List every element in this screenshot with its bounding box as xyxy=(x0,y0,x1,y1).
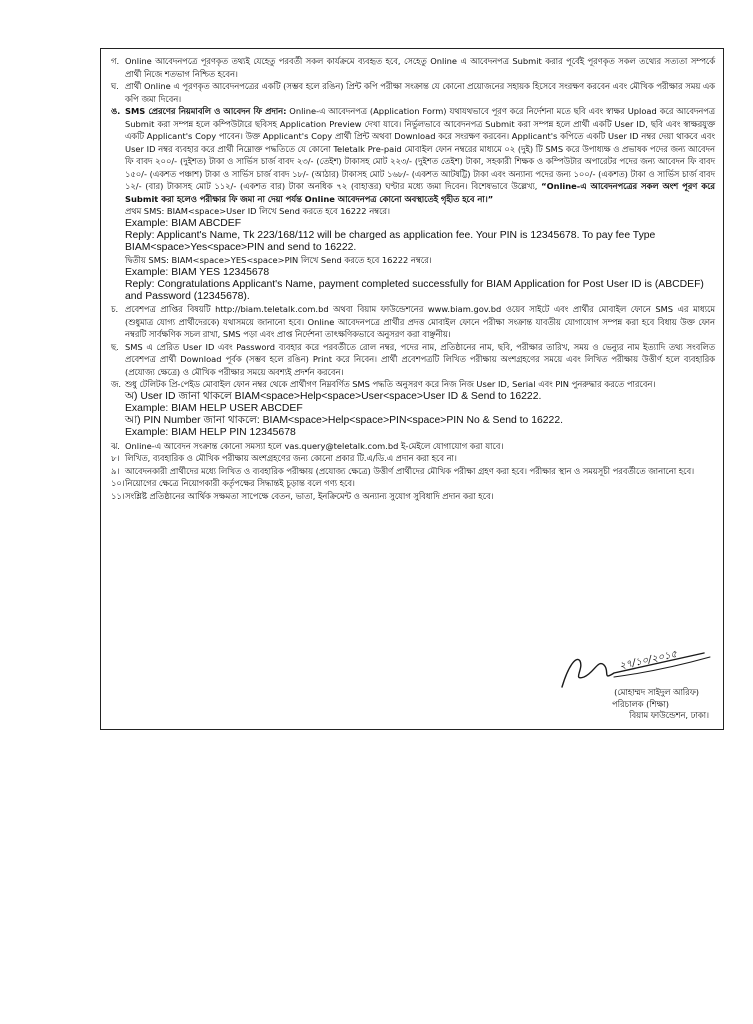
item-sms-rules xyxy=(111,105,715,205)
user-id-example: Example: BIAM HELP USER ABCDEF xyxy=(125,402,303,414)
item-support-email xyxy=(111,440,715,453)
item-text: প্রবেশপত্র প্রাপ্তির বিষয়টি http://biam.teletalk.com.bd অথবা বিয়াম ফাউন্ডেশনের www.biam.gov.bd ওয়েব সাইটে এবং প্রার্থীর মোবাইল ফোনে SMS এর মাধ্যমে (শুধুমাত্র যোগ্য প্রার্থীদেরকে) যথাসময়ে জানানো হবে। Online আবেদনপত্রে প্রার্থীর প্রদত্ত মোবাইল ফোনে পরীক্ষা সংক্রান্ত যাবতীয় যোগাযোগ সম্পন্ন করা হবে বিধায় উক্ত ফোন নম্বরটি সার্বক্ষণিক সচল রাখা, SMS পড়া এবং প্রাপ্ত নির্দেশনা তাৎক্ষণিকভাবে অনুসরণ করা বাঞ্ছনীয়। xyxy=(125,304,715,340)
user-id-retrieval: অ) User ID জানা থাকলে BIAM<space>Help<space>User<space>User ID & Send to 16222. xyxy=(125,390,542,402)
item-text: Online-এ আবেদন সংক্রান্ত কোনো সমস্যা হলে vas.query@teletalk.com.bd ই-মেইলে যোগাযোগ করা যাবে। xyxy=(125,440,504,451)
signatory-organization: বিয়াম ফাউন্ডেশন, ঢাকা। xyxy=(629,710,709,720)
second-sms-example: Example: BIAM YES 12345678 xyxy=(125,266,270,278)
second-sms-reply: Reply: Congratulations Applicant's Name, payment completed successfully for BIAM Application for Post User ID is (ABCDEF) and Password (12345678). xyxy=(125,278,704,303)
retrieval-instructions xyxy=(125,391,715,440)
item-final-decision xyxy=(111,477,715,490)
item-marker: ১১। xyxy=(111,490,125,501)
item-text: প্রার্থী Online এ পূরণকৃত আবেদনপত্রের একটি (সম্ভব হলে রঙিন) প্রিন্ট কপি পরীক্ষা সংক্রান্ত যে কোনো প্রয়োজনের সহায়ক হিসেবে সংরক্ষণ করবেন এবং মৌখিক পরীক্ষার সময় এক কপি জমা দিবেন। xyxy=(125,81,715,104)
item-marker: ৮। xyxy=(111,453,120,464)
pin-retrieval: আ) PIN Number জানা থাকলে: BIAM<space>Help<space>PIN<space>PIN No & Send to 16222. xyxy=(125,415,563,427)
item-text: Online আবেদনপত্রে পূরণকৃত তথ্যই যেহেতু পরবর্তী সকল কার্যক্রমে ব্যবহৃত হবে, সেহেতু Online এ আবেদনপত্র Submit করার পূর্বেই পূরণকৃত সকল তথ্যের সত্যতা সম্পর্কে প্রার্থী নিজে শতভাগ নিশ্চিত হবেন। xyxy=(125,56,715,79)
signature-block xyxy=(499,647,709,723)
sms-rules-warning: “Online-এ আবেদনপত্রের সকল অংশ পূরণ করে Submit করা হলেও পরীক্ষার ফি জমা না দেয়া পর্যন্ত Online আবেদনপত্র কোনো অবস্থাতেই গৃহীত হবে না।” xyxy=(125,181,715,204)
item-benefits xyxy=(111,490,715,503)
sms-rules-heading: SMS প্রেরণের নিয়মাবলি ও আবেদন ফি প্রদান: xyxy=(125,106,287,116)
item-admit-card-info xyxy=(111,303,715,341)
item-marker: ঙ. xyxy=(111,106,121,116)
sms-rules-text xyxy=(125,105,715,205)
signatory-name: (মোহাম্মদ সাইদুল আরিফ) xyxy=(614,687,699,697)
item-text: আবেদনকারী প্রার্থীদের মধ্যে লিখিত ও ব্যবহারিক পরীক্ষায় (প্রযোজ্য ক্ষেত্রে) উত্তীর্ণ প্রার্থীদের মৌখিক পরীক্ষা গ্রহণ করা হবে। পরীক্ষার স্থান ও সময়সূচী পরবর্তীতে জানানো হবে। xyxy=(125,465,695,476)
item-ga xyxy=(111,55,715,80)
item-marker: ঘ. xyxy=(111,81,119,91)
item-marker: চ. xyxy=(111,304,119,315)
item-marker: ঝ. xyxy=(111,440,120,451)
pin-example: Example: BIAM HELP PIN 12345678 xyxy=(125,427,296,439)
sms-rules-body: Online-এ আবেদনপত্র (Application Form) যথাযথভাবে পূরণ করে নির্দেশনা মতে ছবি এবং স্বাক্ষর Upload করে আবেদনপত্র Submit করা সম্পন্ন হলে কম্পিউটারে ছবিসহ Application Preview দেখা যাবে। নির্ভুলভাবে আবেদনপত্র Submit করা সম্পন্ন হলে প্রার্থী একটি User ID, ছবি এবং স্বাক্ষরযুক্ত একটি Applicant's Copy পাবেন। উক্ত Applicant's Copy প্রার্থী প্রিন্ট অথবা Download করে সংরক্ষণ করবেন। Applicant's কপিতে একটি User ID নম্বর দেয়া থাকবে এবং User ID নম্বর ব্যবহার করে প্রার্থী নিম্নোক্ত পদ্ধতিতে যে কোনো Teletalk Pre-paid মোবাইল ফোন নম্বরের মাধ্যমে ০২ (দুই) টি SMS করে উপাধ্যক্ষ ও প্রভাষক পদের জন্য আবেদন ফি বাবদ ২০০/- (দুইশত) টাকা ও সার্ভিস চার্জ বাবদ ২৩/- (তেইশ) টাকাসহ মোট ২২৩/- (দুইশত তেইশ) টাকা, সহকারী শিক্ষক ও কম্পিউটার অপারেটর পদের জন্য আবেদন ফি বাবদ ১৫০/- (একশত পঞ্চাশ) টাকা ও সার্ভিস চার্জ বাবদ ১৮/- (আঠার) টাকাসহ মোট ১৬৮/- (একশত আটষট্টি) টাকা এবং অন্যান্য পদের জন্য ১০০/- (একশত) টাকা ও সার্ভিস চার্জ বাবদ ১২/- (বার) টাকাসহ মোট ১১২/- (একশত বার) টাকা অনধিক ৭২ (বাহাত্তর) ঘণ্টার মধ্যে জমা দিবেন। বিশেষভাবে উল্লেখ্য, xyxy=(125,106,715,191)
item-marker: ৯। xyxy=(111,465,120,476)
item-credential-retrieval xyxy=(111,378,715,391)
first-sms: প্রথম SMS: BIAM<space>User ID লিখে Send করতে হবে 16222 নম্বরে। xyxy=(125,206,390,216)
item-marker: ছ. xyxy=(111,341,119,352)
signature-date: ২৭/১০/২০১৫ xyxy=(618,648,679,672)
notice-frame xyxy=(100,48,724,730)
item-text: সংশ্লিষ্ট প্রতিষ্ঠানের আর্থিক সক্ষমতা সাপেক্ষে বেতন, ভাতা, ইনক্রিমেন্ট ও অন্যান্য সুযোগ সুবিধাদি প্রদান করা হবে। xyxy=(125,490,494,501)
item-text: নিয়োগের ক্ষেত্রে নিয়োগকারী কর্তৃপক্ষের সিদ্ধান্তই চূড়ান্ত বলে গণ্য হবে। xyxy=(125,478,355,489)
item-text: শুধু টেলিটক প্রি-পেইড মোবাইল ফোন নম্বর থেকে প্রার্থীগণ নিম্নবর্ণিত SMS পদ্ধতি অনুসরণ করে নিজ নিজ User ID, Serial এবং PIN পুনরুদ্ধার করতে পারবেন। xyxy=(125,379,656,390)
item-ta-da xyxy=(111,452,715,465)
item-text: লিখিত, ব্যবহারিক ও মৌখিক পরীক্ষায় অংশগ্রহণের জন্য কোনো প্রকার টি.এ/ডি.এ প্রদান করা হবে না। xyxy=(125,453,457,464)
item-marker: জ. xyxy=(111,379,122,390)
item-marker: গ. xyxy=(111,56,120,66)
item-text: SMS এ প্রেরিত User ID এবং Password ব্যবহার করে পরবর্তীতে রোল নম্বর, পদের নাম, প্রতিষ্ঠানের নাম, ছবি, পরীক্ষার তারিখ, সময় ও ভেন্যুর নাম ইত্যাদি তথ্য সংবলিত প্রবেশপত্র প্রার্থী Download পূর্বক (সম্ভব হলে রঙিন) Print করে নিবেন। প্রার্থী প্রবেশপত্রটি লিখিত পরীক্ষায় অংশগ্রহণের সময়ে এবং লিখিত পরীক্ষায় উত্তীর্ণ হলে ব্যবহারিক (প্রযোজ্য ক্ষেত্রে) ও মৌখিক পরীক্ষার সময়ে অবশ্যই প্রদর্শন করবেন। xyxy=(125,341,715,377)
first-sms-example: Example: BIAM ABCDEF xyxy=(125,217,242,229)
first-sms-reply: Reply: Applicant's Name, Tk 223/168/112 will be charged as application fee. Your PIN is 12345678. To pay fee Type BIAM<space>Yes<space>PIN and send to 16222. xyxy=(125,229,656,253)
item-gha xyxy=(111,80,715,105)
item-marker: ১০। xyxy=(111,478,125,489)
item-admit-card-download xyxy=(111,341,715,379)
item-viva xyxy=(111,465,715,478)
sms-instructions xyxy=(125,205,715,303)
signatory-title: পরিচালক (শিক্ষা) xyxy=(612,699,669,709)
second-sms: দ্বিতীয় SMS: BIAM<space>YES<space>PIN লিখে Send করতে হবে 16222 নম্বরে। xyxy=(125,255,432,266)
